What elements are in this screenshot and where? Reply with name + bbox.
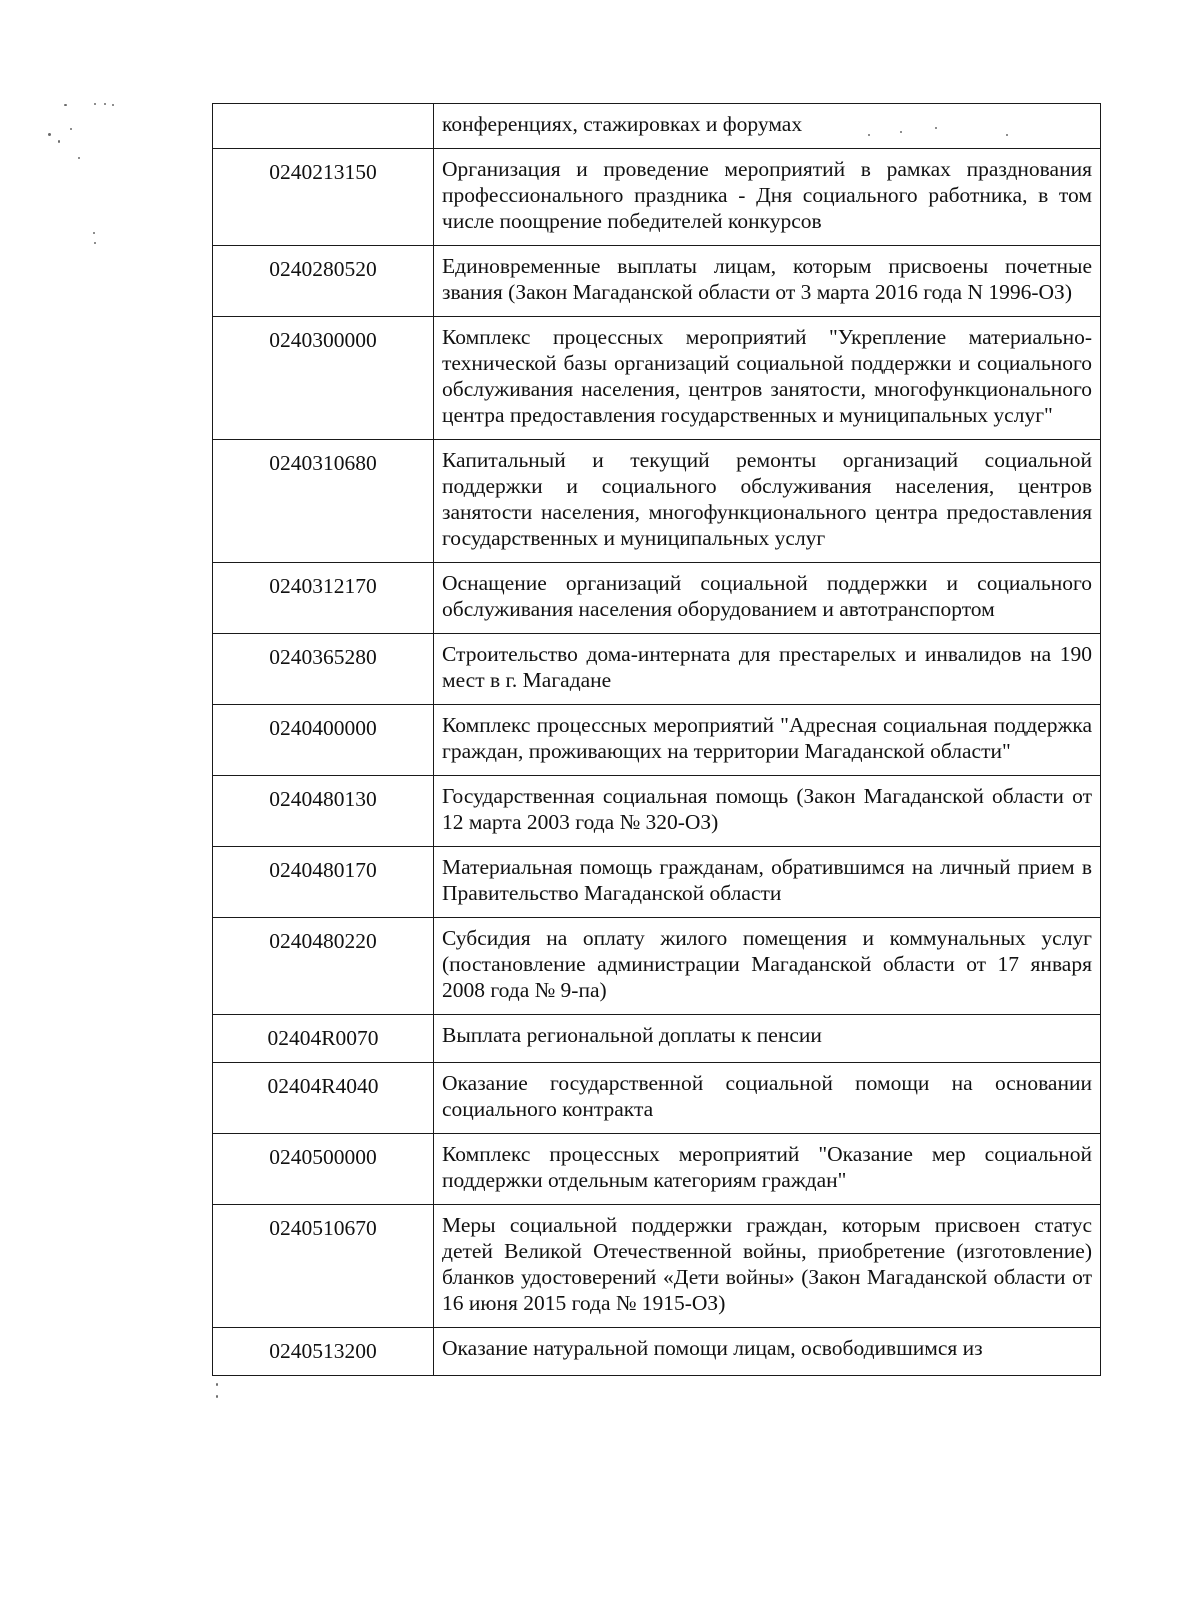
table-row	[213, 440, 1101, 563]
description-cell: Выплата региональной доплаты к пенсии	[434, 1015, 1101, 1063]
table-row	[213, 317, 1101, 440]
table-row	[213, 1015, 1101, 1063]
scan-speck	[104, 103, 106, 105]
description-cell: Единовременные выплаты лицам, которым присвоены почетные звания (Закон Магаданской области от 3 марта 2016 года N 1996-ОЗ)	[434, 246, 1101, 317]
scan-speck	[70, 128, 72, 130]
code-cell: 0240480170	[213, 847, 434, 918]
scan-speck	[216, 1395, 218, 1398]
description-cell: Комплекс процессных мероприятий "Адресная социальная поддержка граждан, проживающих на территории Магаданской области"	[434, 705, 1101, 776]
description-cell: Комплекс процессных мероприятий "Укрепление материально-технической базы организаций социальной поддержки и социального обслуживания населения, центров занятости, многофункционального центра предоставления государственных и муниципальных услуг"	[434, 317, 1101, 440]
scan-speck	[64, 104, 67, 106]
code-cell: 0240365280	[213, 634, 434, 705]
table-row	[213, 634, 1101, 705]
scan-speck	[94, 103, 96, 105]
code-cell: 0240280520	[213, 246, 434, 317]
description-cell: Организация и проведение мероприятий в рамках празднования профессионального праздника - Дня социального работника, в том числе поощрение победителей конкурсов	[434, 149, 1101, 246]
description-cell: Капитальный и текущий ремонты организаций социальной поддержки и социального обслуживания населения, центров занятости населения, многофункционального центра предоставления государственных и муниципальных услуг	[434, 440, 1101, 563]
code-cell: 0240513200	[213, 1328, 434, 1376]
code-cell: 02404R0070	[213, 1015, 434, 1063]
table-row	[213, 563, 1101, 634]
description-cell: Строительство дома-интерната для престарелых и инвалидов на 190 мест в г. Магадане	[434, 634, 1101, 705]
table-row	[213, 847, 1101, 918]
description-cell: Оказание государственной социальной помощи на основании социального контракта	[434, 1063, 1101, 1134]
table-body	[213, 104, 1101, 1376]
scan-speck	[93, 232, 95, 234]
scan-speck	[58, 140, 60, 143]
table-row	[213, 1063, 1101, 1134]
description-cell: Комплекс процессных мероприятий "Оказание мер социальной поддержки отдельным категориям граждан"	[434, 1134, 1101, 1205]
code-cell: 0240510670	[213, 1205, 434, 1328]
scan-speck	[94, 242, 96, 244]
scan-speck	[48, 133, 51, 136]
code-cell: 0240312170	[213, 563, 434, 634]
description-cell: Государственная социальная помощь (Закон Магаданской области от 12 марта 2003 года № 320-ОЗ)	[434, 776, 1101, 847]
table-row	[213, 104, 1101, 149]
table-row	[213, 246, 1101, 317]
description-cell: конференциях, стажировках и форумах	[434, 104, 1101, 149]
code-cell: 0240310680	[213, 440, 434, 563]
table-row	[213, 149, 1101, 246]
table-row	[213, 776, 1101, 847]
scan-speck	[216, 1383, 218, 1386]
table-row	[213, 918, 1101, 1015]
code-cell: 0240480130	[213, 776, 434, 847]
code-cell: 0240400000	[213, 705, 434, 776]
table-row	[213, 705, 1101, 776]
table-row	[213, 1205, 1101, 1328]
code-cell	[213, 104, 434, 149]
table-row	[213, 1328, 1101, 1376]
description-cell: Материальная помощь гражданам, обратившимся на личный прием в Правительство Магаданской области	[434, 847, 1101, 918]
code-cell: 0240213150	[213, 149, 434, 246]
scan-speck	[112, 104, 114, 106]
description-cell: Субсидия на оплату жилого помещения и коммунальных услуг (постановление администрации Магаданской области от 17 января 2008 года № 9-па)	[434, 918, 1101, 1015]
description-cell: Меры социальной поддержки граждан, которым присвоен статус детей Великой Отечественной войны, приобретение (изготовление) бланков удостоверений «Дети войны» (Закон Магаданской области от 16 июня 2015 года № 1915-ОЗ)	[434, 1205, 1101, 1328]
budget-code-table	[212, 103, 1101, 1376]
table-row	[213, 1134, 1101, 1205]
description-cell: Оснащение организаций социальной поддержки и социального обслуживания населения оборудованием и автотранспортом	[434, 563, 1101, 634]
description-cell: Оказание натуральной помощи лицам, освободившимся из	[434, 1328, 1101, 1376]
code-cell: 02404R4040	[213, 1063, 434, 1134]
code-cell: 0240500000	[213, 1134, 434, 1205]
scan-speck	[78, 157, 80, 159]
code-cell: 0240300000	[213, 317, 434, 440]
code-cell: 0240480220	[213, 918, 434, 1015]
